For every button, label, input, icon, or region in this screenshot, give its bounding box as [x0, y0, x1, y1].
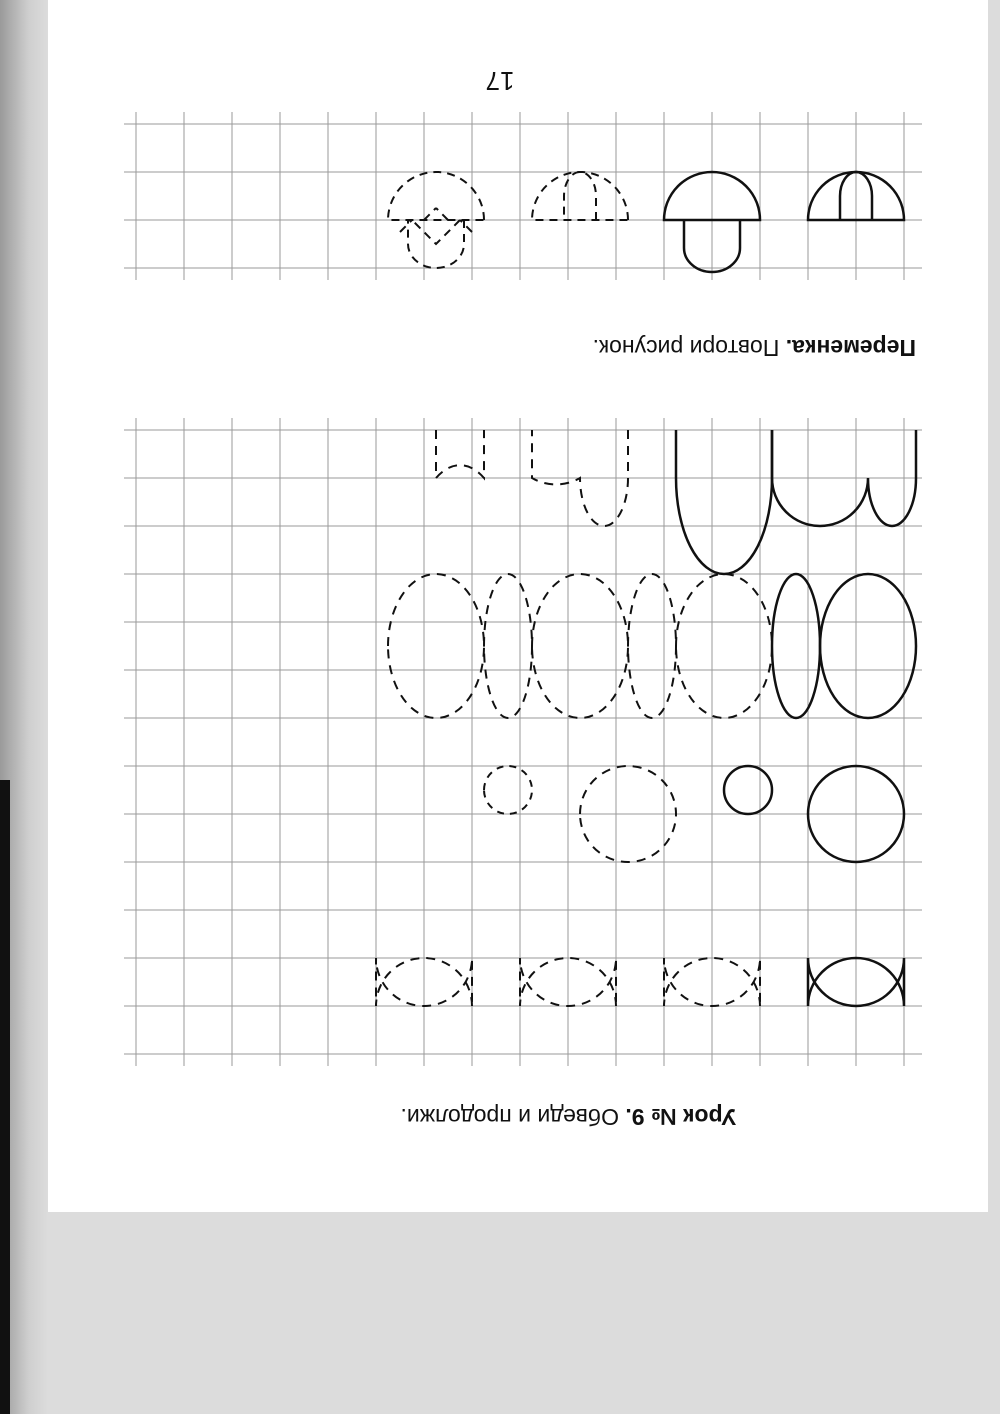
ovals-row: [376, 958, 904, 1006]
solid-narrow-oval: [772, 574, 820, 718]
solid-deep-arc: [676, 430, 772, 574]
dashed-deep-arc: [436, 430, 484, 478]
arcs-row: [436, 430, 916, 574]
double-ovals-row: [388, 574, 916, 718]
dashed-mushroom-plain: [532, 172, 628, 220]
solid-small-circle: [724, 766, 772, 814]
break-title: Переменка.: [785, 335, 916, 361]
dashed-narrow-oval: [628, 574, 676, 718]
dashed-wide-oval: [676, 574, 772, 718]
dashed-wide-oval: [532, 574, 628, 718]
dashed-wide-oval: [388, 574, 484, 718]
lesson-title: Урок № 9.: [625, 1104, 736, 1130]
lesson-grid: [124, 418, 922, 1066]
mushroom-row: [388, 172, 904, 272]
solid-wide-oval: [820, 574, 916, 718]
dashed-narrow-oval: [484, 574, 532, 718]
page-number: 17: [485, 66, 515, 96]
break-grid: [124, 112, 922, 280]
lesson-instruction: Обведи и продолжи.: [400, 1104, 619, 1130]
dashed-small-circle: [484, 766, 532, 814]
break-instruction: Повтори рисунок.: [592, 335, 780, 361]
